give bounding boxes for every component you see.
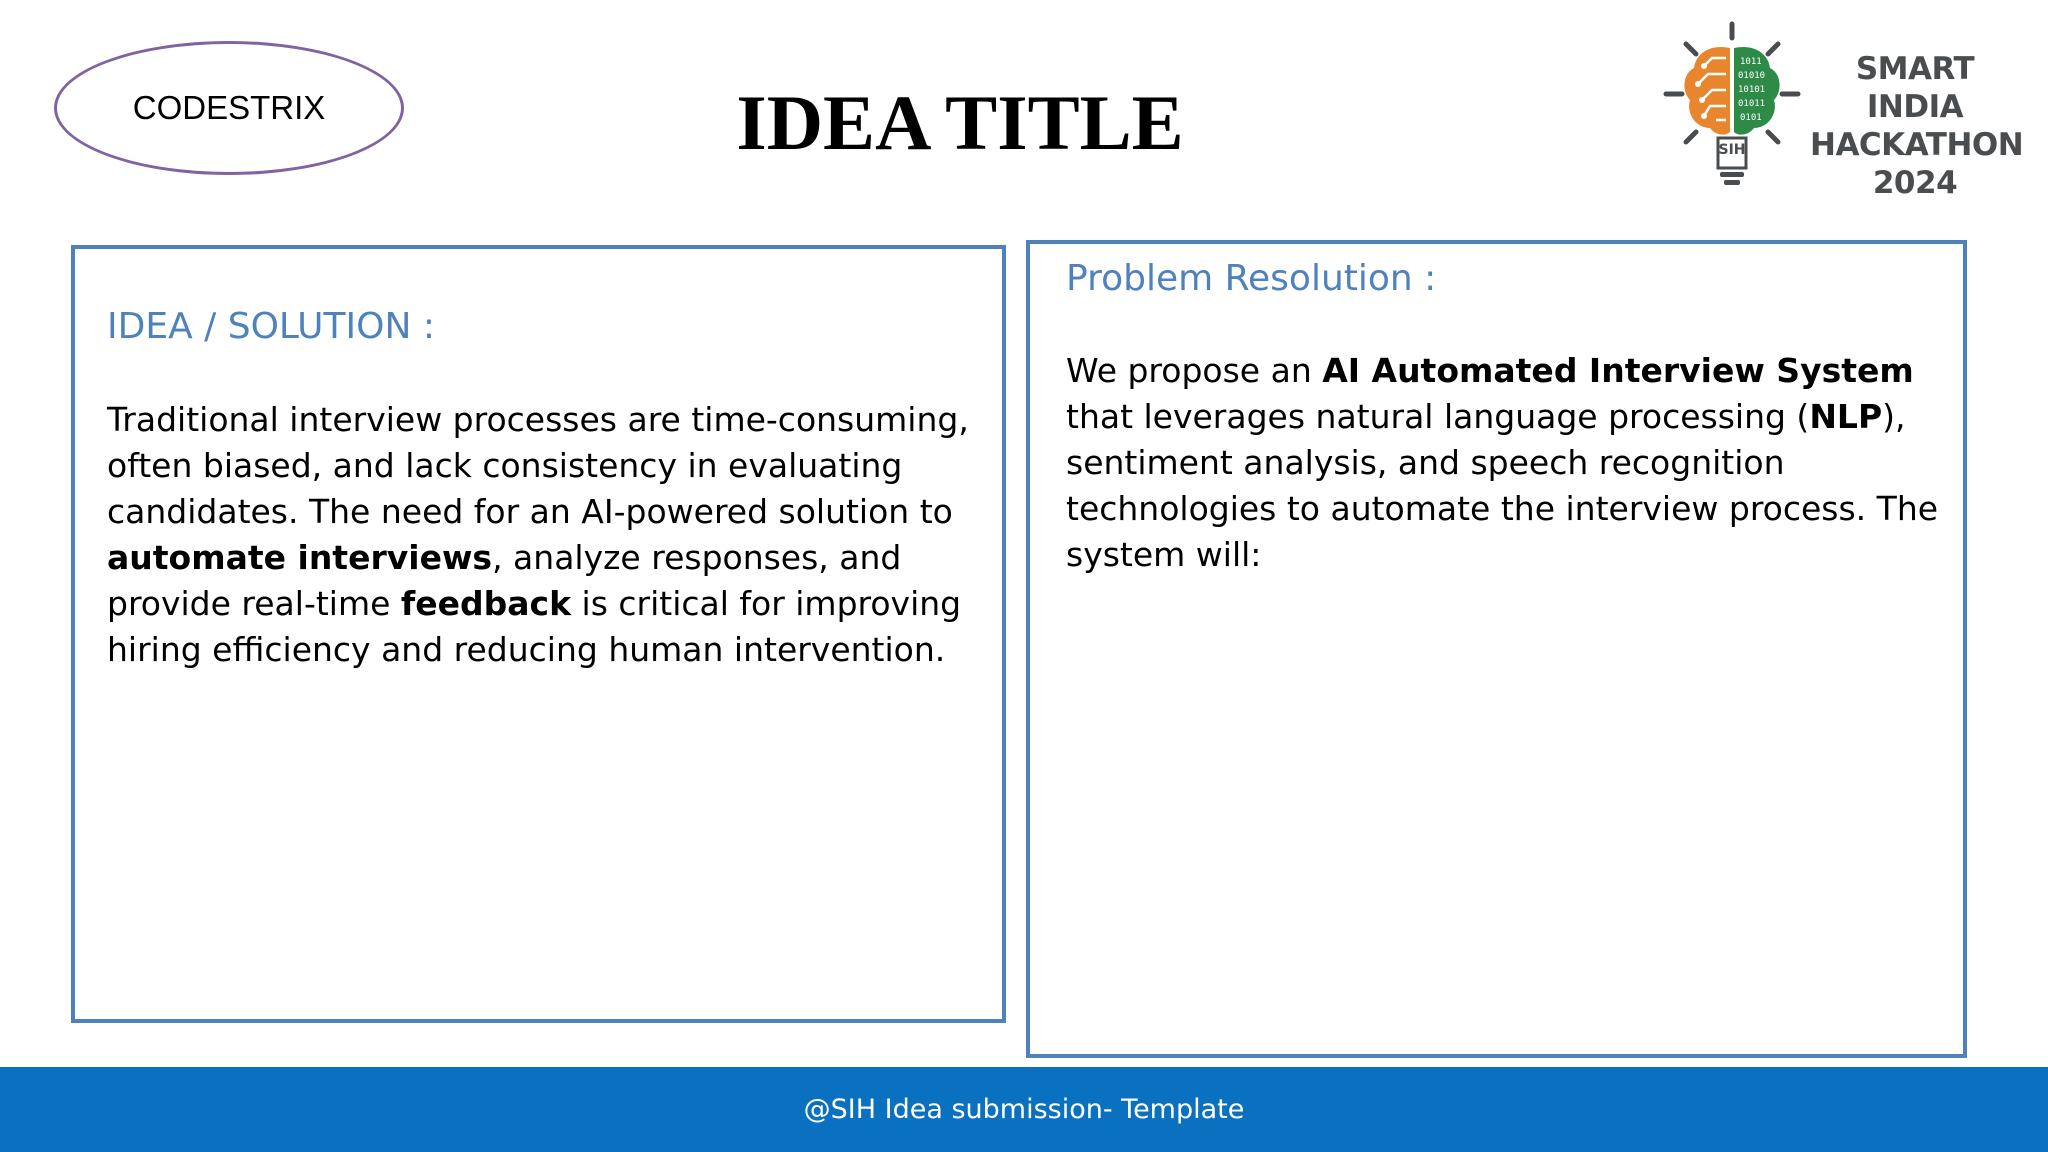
footer-bar — [0, 1067, 2048, 1152]
svg-text:01010: 01010 — [1738, 71, 1766, 81]
idea-title: IDEA TITLE — [736, 79, 1184, 166]
problem-resolution-text: We propose an AI Automated Interview System that leverages natural language processing (NLP), sentiment analysis, and speech recognition technologies to automate the interview process. The system will: — [1066, 351, 1939, 574]
lightbulb-brain-icon — [1652, 18, 1812, 190]
logo-line-2: HACKATHON — [1810, 127, 2024, 163]
idea-solution-text: Traditional interview processes are time-consuming, often biased, and lack consistency in evaluating candidates. The need for an AI-powered solution to automate interviews, analyze responses, and provide real-time feedback is critical for improving hiring efficiency and reducing human intervention. — [107, 400, 969, 669]
logo-wordmark — [1810, 50, 2024, 202]
svg-text:10101: 10101 — [1738, 85, 1766, 95]
logo-line-3: 2024 — [1872, 165, 1958, 201]
svg-text:0101: 0101 — [1740, 113, 1762, 123]
svg-text:1011: 1011 — [1740, 57, 1762, 67]
svg-text:01011: 01011 — [1738, 99, 1766, 109]
footer-text: @SIH Idea submission- Template — [803, 1094, 1245, 1125]
team-name: CODESTRIX — [132, 89, 326, 126]
problem-resolution-heading: Problem Resolution : — [1066, 258, 1437, 299]
problem-resolution-panel — [1026, 240, 1967, 1058]
team-name-oval — [54, 41, 404, 175]
idea-solution-heading: IDEA / SOLUTION : — [107, 306, 435, 347]
idea-solution-panel — [71, 245, 1006, 1023]
logo-line-1: SMART INDIA — [1855, 51, 1975, 125]
logo-badge: SIH — [1718, 142, 1746, 158]
sih-logo — [1652, 18, 2024, 201]
